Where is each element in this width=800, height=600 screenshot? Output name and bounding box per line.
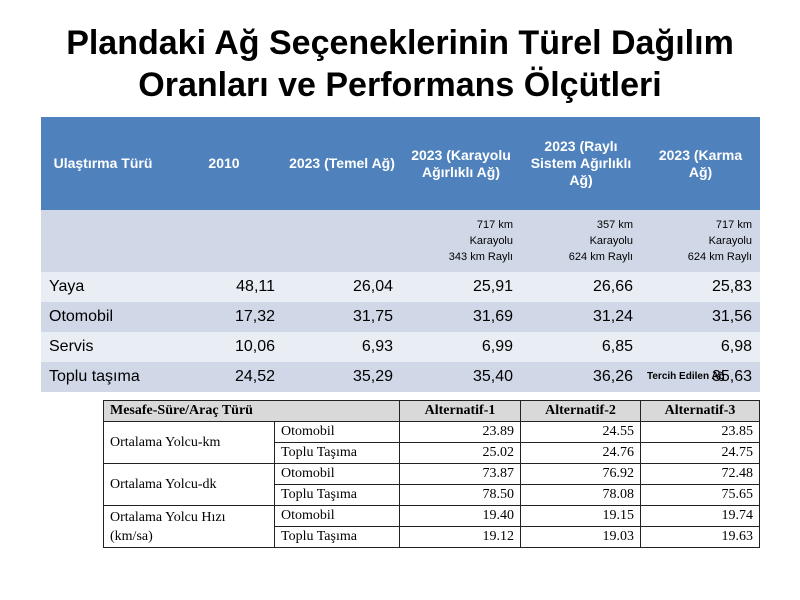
table-cell: 26,04: [283, 272, 401, 302]
table-row-yaya: [41, 272, 760, 302]
table-cell: 6,93: [283, 332, 401, 362]
network-notes-row: [41, 210, 760, 272]
header-transport-type: Ulaştırma Türü: [41, 117, 165, 210]
table-cell: 25.02: [400, 443, 521, 464]
table-row-servis: [41, 332, 760, 362]
table-cell: 19.03: [521, 527, 641, 548]
table-cell: 36,26: [521, 362, 641, 392]
table-cell: 6,85: [521, 332, 641, 362]
table-cell: 23.85: [641, 422, 760, 443]
row-label: Yaya: [41, 272, 165, 302]
table-cell: 24.76: [521, 443, 641, 464]
performance-table: [103, 400, 760, 548]
header-2023-road: 2023 (Karayolu Ağırlıklı Ağ): [401, 117, 521, 210]
header-2023-rail: 2023 (Raylı Sistem Ağırlıklı Ağ): [521, 117, 641, 210]
table-cell: 24.55: [521, 422, 641, 443]
table-cell: 31,56: [641, 302, 760, 332]
table-cell: 78.08: [521, 485, 641, 506]
table-cell: 72.48: [641, 464, 760, 485]
table-cell: 19.74: [641, 506, 760, 527]
table-cell: 24,52: [165, 362, 283, 392]
table-cell: 6,99: [401, 332, 521, 362]
table-cell: 19.12: [400, 527, 521, 548]
mode-label: Toplu Taşıma: [275, 485, 400, 506]
header-alternative-2: Alternatif-2: [521, 401, 641, 422]
table-cell: 35,40: [401, 362, 521, 392]
mode-label: Otomobil: [275, 506, 400, 527]
table-row-toplu-tasima: [41, 362, 760, 392]
table-cell: 17,32: [165, 302, 283, 332]
group-label-yolcu-dk: Ortalama Yolcu-dk: [104, 464, 275, 506]
group-label-yolcu-hizi: Ortalama Yolcu Hızı (km/sa): [104, 506, 275, 548]
table-cell-preferred: [641, 362, 760, 392]
table-cell: 73.87: [400, 464, 521, 485]
table-cell: 75.65: [641, 485, 760, 506]
table-cell: 19.40: [400, 506, 521, 527]
note-road-network: 717 km Karayolu 343 km Raylı: [401, 210, 521, 272]
header-alternative-1: Alternatif-1: [400, 401, 521, 422]
slide-title: [0, 22, 800, 106]
table-cell: 24.75: [641, 443, 760, 464]
row-label: Toplu taşıma: [41, 362, 165, 392]
table-cell: 19.15: [521, 506, 641, 527]
header-measure: Mesafe-Süre/Araç Türü: [104, 401, 400, 422]
table-cell: 31,24: [521, 302, 641, 332]
table-cell: 19.63: [641, 527, 760, 548]
table-cell: 78.50: [400, 485, 521, 506]
table-cell: 35,29: [283, 362, 401, 392]
mode-label: Otomobil: [275, 464, 400, 485]
performance-header-row: [104, 401, 760, 422]
row-label: Servis: [41, 332, 165, 362]
table-cell: 6,98: [641, 332, 760, 362]
note-rail-network: 357 km Karayolu 624 km Raylı: [521, 210, 641, 272]
table-row: [104, 422, 760, 443]
table-cell: 26,66: [521, 272, 641, 302]
table-cell: 76.92: [521, 464, 641, 485]
table-cell-value: 35,63: [711, 368, 752, 385]
title-line-1: Plandaki Ağ Seçeneklerinin Türel Dağılım: [66, 24, 734, 62]
header-2023-mixed: 2023 (Karma Ağ): [641, 117, 760, 210]
mode-label: Toplu Taşıma: [275, 527, 400, 548]
group-label-yolcu-km: Ortalama Yolcu-km: [104, 422, 275, 464]
mode-label: Toplu Taşıma: [275, 443, 400, 464]
note-mixed-network: 717 km Karayolu 624 km Raylı: [641, 210, 760, 272]
table-row-otomobil: [41, 302, 760, 332]
table-cell: 23.89: [400, 422, 521, 443]
table-cell: 10,06: [165, 332, 283, 362]
table-cell: 25,91: [401, 272, 521, 302]
header-alternative-3: Alternatif-3: [641, 401, 760, 422]
table-header-row: [41, 117, 760, 210]
header-2010: 2010: [165, 117, 283, 210]
title-line-2: Oranları ve Performans Ölçütleri: [138, 66, 662, 104]
table-cell: 31,75: [283, 302, 401, 332]
header-2023-base: 2023 (Temel Ağ): [283, 117, 401, 210]
table-cell: 25,83: [641, 272, 760, 302]
row-label: Otomobil: [41, 302, 165, 332]
table-row: [104, 506, 760, 527]
table-row: [104, 464, 760, 485]
mode-label: Otomobil: [275, 422, 400, 443]
preferred-network-label: Tercih Edilen Ağ: [647, 371, 725, 382]
table-cell: 31,69: [401, 302, 521, 332]
modal-share-table: [41, 117, 760, 392]
table-cell: 48,11: [165, 272, 283, 302]
